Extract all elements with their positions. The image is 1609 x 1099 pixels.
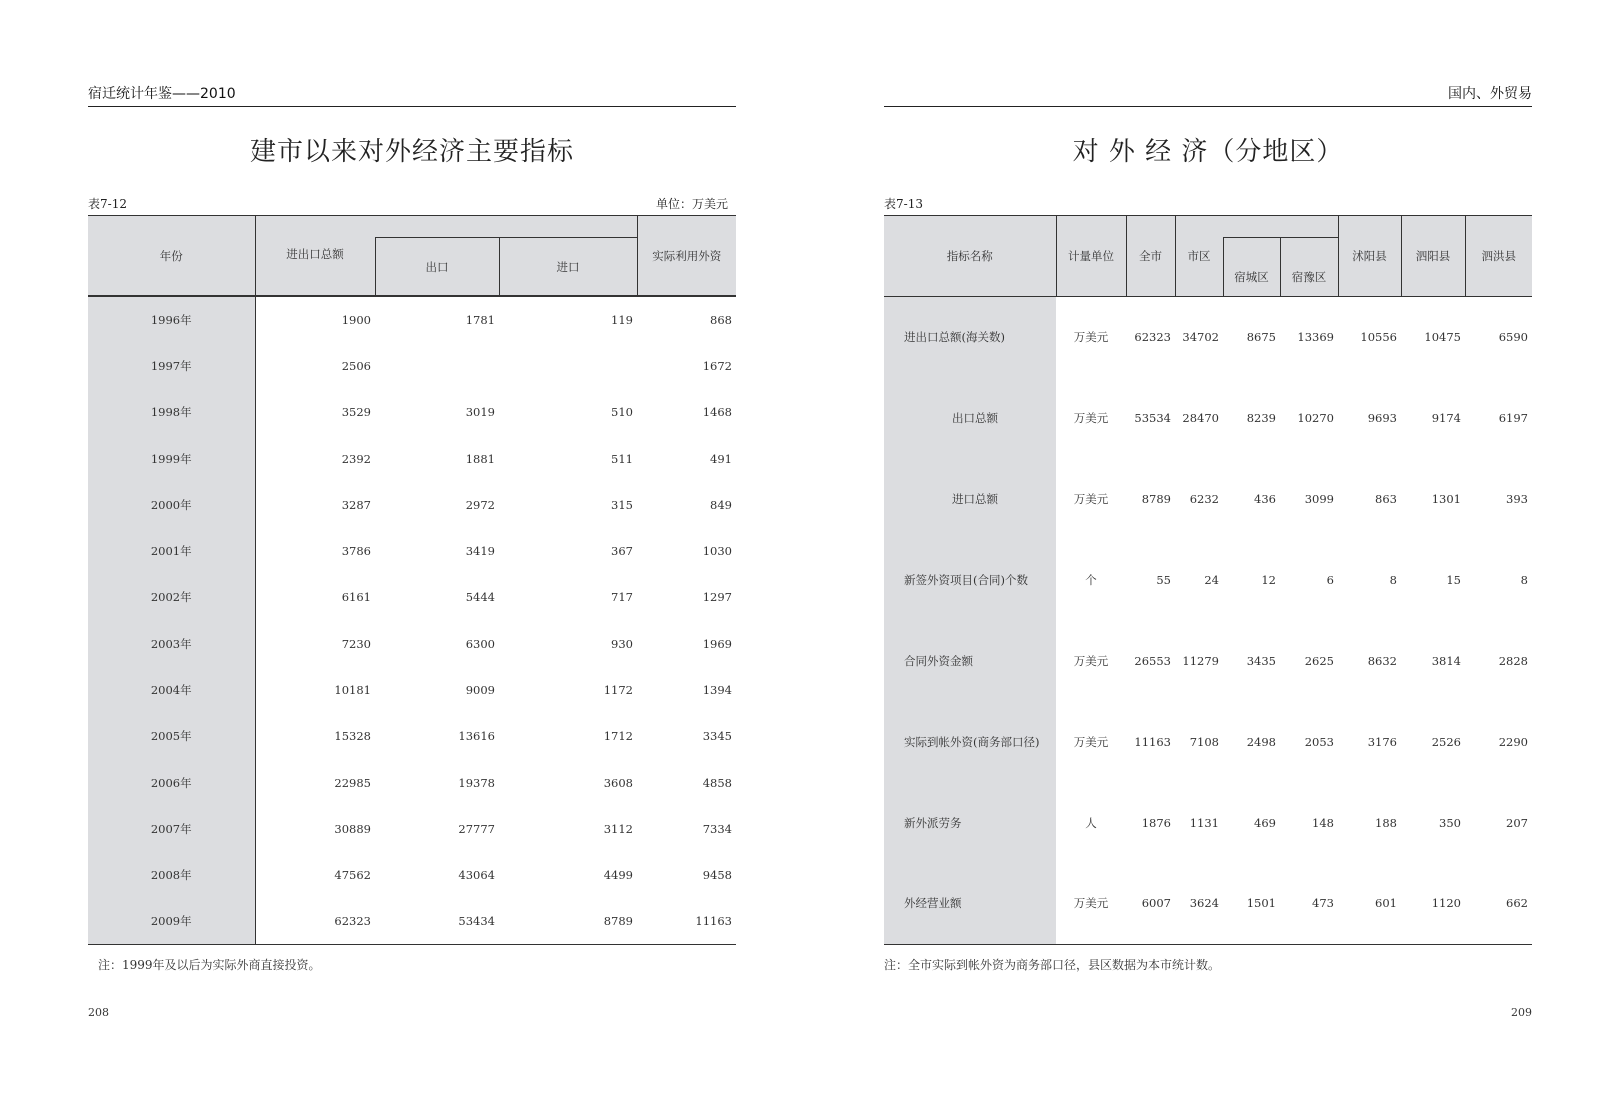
export-cell: 53434 <box>458 914 495 929</box>
sihong-cell: 662 <box>1506 896 1528 911</box>
export-cell: 2972 <box>465 497 495 512</box>
table-row <box>88 759 736 805</box>
sucheng-cell: 3435 <box>1246 653 1276 668</box>
unit-cell: 万美元 <box>1073 410 1109 425</box>
year-cell: 2006年 <box>88 759 255 805</box>
sihong-cell: 6590 <box>1498 329 1528 344</box>
import-cell: 1172 <box>603 683 633 698</box>
sihong-cell: 393 <box>1506 491 1528 506</box>
year-cell: 2009年 <box>88 898 255 944</box>
year-cell: 2002年 <box>88 574 255 620</box>
name-cell: 合同外资金额 <box>884 620 1056 701</box>
export-cell <box>375 343 499 389</box>
siyang-cell: 3814 <box>1431 653 1461 668</box>
urban-cell: 6232 <box>1189 491 1219 506</box>
year-cell: 1999年 <box>88 435 255 481</box>
siyang-cell: 1301 <box>1431 491 1461 506</box>
export-cell: 3019 <box>465 405 495 420</box>
unit-cell: 万美元 <box>1073 653 1109 668</box>
city-cell: 6007 <box>1141 896 1171 911</box>
col-import: 进口 <box>499 238 637 296</box>
page-number: 208 <box>88 1006 109 1019</box>
siyang-cell: 2526 <box>1431 734 1461 749</box>
shuyang-cell: 8632 <box>1367 653 1397 668</box>
year-cell: 1998年 <box>88 389 255 435</box>
export-cell: 13616 <box>458 729 495 744</box>
name-cell: 实际到帐外资(商务部口径) <box>884 701 1056 782</box>
city-cell: 26553 <box>1134 653 1171 668</box>
urban-cell: 3624 <box>1189 896 1219 911</box>
fdi-cell: 1468 <box>702 405 732 420</box>
header-text: 国内、外贸易 <box>1448 86 1532 102</box>
import-cell: 510 <box>611 405 633 420</box>
total-cell: 1900 <box>255 297 375 343</box>
table-row <box>88 621 736 667</box>
sucheng-cell: 8239 <box>1246 410 1276 425</box>
import-cell: 4499 <box>603 868 633 883</box>
table-row <box>884 863 1532 944</box>
total-cell: 2506 <box>255 343 375 389</box>
siyang-cell: 9174 <box>1431 410 1461 425</box>
fdi-cell: 9458 <box>702 868 732 883</box>
table-row <box>88 806 736 852</box>
sucheng-cell: 8675 <box>1246 329 1276 344</box>
sucheng-cell: 12 <box>1261 572 1276 587</box>
col-group-blank <box>375 216 637 238</box>
col-urban: 市区 <box>1175 216 1223 296</box>
import-cell: 119 <box>611 312 633 327</box>
import-cell: 717 <box>611 590 633 605</box>
fdi-cell: 1394 <box>702 683 732 698</box>
year-cell: 2003年 <box>88 621 255 667</box>
shuyang-cell: 3176 <box>1367 734 1397 749</box>
import-cell: 930 <box>611 636 633 651</box>
fdi-cell: 1672 <box>702 358 732 373</box>
table-note: 注：全市实际到帐外资为商务部口径，县区数据为本市统计数。 <box>884 958 1221 972</box>
fdi-cell: 4858 <box>702 775 732 790</box>
suyu-cell: 6 <box>1326 572 1334 587</box>
siyang-cell: 1120 <box>1431 896 1461 911</box>
import-cell: 3112 <box>603 821 633 836</box>
col-shuyang: 沭阳县 <box>1338 216 1401 296</box>
table-row <box>884 620 1532 701</box>
export-cell: 9009 <box>465 683 495 698</box>
total-cell: 3529 <box>255 389 375 435</box>
year-cell: 1997年 <box>88 343 255 389</box>
col-export: 出口 <box>375 238 499 296</box>
shuyang-cell: 10556 <box>1360 329 1397 344</box>
suyu-cell: 2053 <box>1304 734 1334 749</box>
fdi-cell: 1030 <box>702 544 732 559</box>
suyu-cell: 148 <box>1312 815 1334 830</box>
suyu-cell: 10270 <box>1297 410 1334 425</box>
total-cell: 3786 <box>255 528 375 574</box>
year-cell: 2004年 <box>88 667 255 713</box>
name-cell: 出口总额 <box>884 377 1056 458</box>
table-row <box>88 713 736 759</box>
export-cell: 6300 <box>465 636 495 651</box>
total-cell: 10181 <box>255 667 375 713</box>
total-cell: 62323 <box>255 898 375 944</box>
import-cell: 8789 <box>603 914 633 929</box>
unit-cell: 人 <box>1085 815 1097 830</box>
fdi-cell: 868 <box>710 312 732 327</box>
unit-cell: 个 <box>1085 572 1097 587</box>
col-suyu: 宿豫区 <box>1280 238 1338 296</box>
sihong-cell: 207 <box>1506 815 1528 830</box>
col-group-blank <box>1223 216 1338 238</box>
indicator-table <box>88 215 736 945</box>
table-row <box>884 782 1532 863</box>
fdi-cell: 11163 <box>695 914 732 929</box>
total-cell: 7230 <box>255 621 375 667</box>
sucheng-cell: 436 <box>1254 491 1276 506</box>
table-title: 建市以来对外经济主要指标 <box>249 137 574 167</box>
table-title: 对 外 经 济（分地区） <box>1072 137 1344 167</box>
header-text: 宿迁统计年鉴——2010 <box>88 86 236 102</box>
total-cell: 3287 <box>255 482 375 528</box>
table-body <box>884 296 1532 944</box>
running-header <box>884 84 1532 107</box>
sihong-cell: 8 <box>1520 572 1528 587</box>
col-name: 指标名称 <box>884 216 1056 296</box>
shuyang-cell: 188 <box>1375 815 1397 830</box>
fdi-cell: 1969 <box>702 636 732 651</box>
name-cell: 进口总额 <box>884 458 1056 539</box>
sihong-cell: 6197 <box>1498 410 1528 425</box>
fdi-cell: 7334 <box>702 821 732 836</box>
table-body <box>88 297 736 945</box>
table-number: 表7-13 <box>884 197 923 211</box>
city-cell: 1876 <box>1141 815 1171 830</box>
fdi-cell: 3345 <box>702 729 732 744</box>
page-number: 209 <box>1511 1006 1532 1019</box>
import-cell: 1712 <box>603 729 633 744</box>
col-sihong: 泗洪县 <box>1465 216 1532 296</box>
left-page <box>88 0 736 1099</box>
import-cell <box>499 343 637 389</box>
year-cell: 2008年 <box>88 852 255 898</box>
export-cell: 43064 <box>458 868 495 883</box>
shuyang-cell: 8 <box>1389 572 1397 587</box>
import-cell: 367 <box>611 544 633 559</box>
table-row <box>88 574 736 620</box>
export-cell: 1781 <box>465 312 495 327</box>
name-cell: 外经营业额 <box>884 863 1056 944</box>
total-cell: 2392 <box>255 435 375 481</box>
table-row <box>88 389 736 435</box>
col-sucheng: 宿城区 <box>1223 238 1280 296</box>
table-row <box>88 297 736 343</box>
table-row <box>884 377 1532 458</box>
table-note: 注：1999年及以后为实际外商直接投资。 <box>98 958 321 972</box>
table-row <box>884 701 1532 782</box>
name-cell: 进出口总额(海关数) <box>884 296 1056 377</box>
table-row <box>884 458 1532 539</box>
col-unit: 计量单位 <box>1056 216 1126 296</box>
total-cell: 22985 <box>255 759 375 805</box>
fdi-cell: 491 <box>710 451 732 466</box>
export-cell: 3419 <box>465 544 495 559</box>
urban-cell: 1131 <box>1189 815 1219 830</box>
sucheng-cell: 469 <box>1254 815 1276 830</box>
table-row <box>88 667 736 713</box>
city-cell: 53534 <box>1134 410 1171 425</box>
total-cell: 6161 <box>255 574 375 620</box>
import-cell: 3608 <box>603 775 633 790</box>
year-cell: 2005年 <box>88 713 255 759</box>
col-total: 进出口总额 <box>255 216 375 296</box>
col-fdi: 实际利用外资 <box>637 216 736 296</box>
city-cell: 11163 <box>1134 734 1171 749</box>
city-cell: 55 <box>1156 572 1171 587</box>
name-cell: 新签外资项目(合同)个数 <box>884 539 1056 620</box>
shuyang-cell: 863 <box>1375 491 1397 506</box>
export-cell: 5444 <box>465 590 495 605</box>
year-cell: 2001年 <box>88 528 255 574</box>
table-row <box>88 852 736 898</box>
siyang-cell: 350 <box>1439 815 1461 830</box>
unit-cell: 万美元 <box>1073 896 1109 911</box>
table-number: 表7-12 <box>88 197 127 211</box>
siyang-cell: 10475 <box>1424 329 1461 344</box>
shuyang-cell: 9693 <box>1367 410 1397 425</box>
table-row <box>88 898 736 944</box>
table-row <box>884 296 1532 377</box>
table-row <box>88 435 736 481</box>
table-row <box>884 539 1532 620</box>
shuyang-cell: 601 <box>1375 896 1397 911</box>
col-city: 全市 <box>1126 216 1175 296</box>
table-row <box>88 482 736 528</box>
sihong-cell: 2290 <box>1498 734 1528 749</box>
unit-cell: 万美元 <box>1073 329 1109 344</box>
unit-cell: 万美元 <box>1073 734 1109 749</box>
table-row <box>88 343 736 389</box>
col-siyang: 泗阳县 <box>1401 216 1465 296</box>
urban-cell: 11279 <box>1182 653 1219 668</box>
table-row <box>88 528 736 574</box>
suyu-cell: 473 <box>1312 896 1334 911</box>
right-page <box>884 0 1532 1099</box>
export-cell: 27777 <box>458 821 495 836</box>
city-cell: 62323 <box>1134 329 1171 344</box>
urban-cell: 24 <box>1204 572 1219 587</box>
city-cell: 8789 <box>1141 491 1171 506</box>
name-cell: 新外派劳务 <box>884 782 1056 863</box>
col-year: 年份 <box>88 216 255 296</box>
sucheng-cell: 1501 <box>1246 896 1276 911</box>
export-cell: 19378 <box>458 775 495 790</box>
siyang-cell: 15 <box>1446 572 1461 587</box>
year-cell: 2007年 <box>88 806 255 852</box>
sihong-cell: 2828 <box>1498 653 1528 668</box>
urban-cell: 34702 <box>1182 329 1219 344</box>
fdi-cell: 849 <box>710 497 732 512</box>
suyu-cell: 2625 <box>1304 653 1334 668</box>
suyu-cell: 3099 <box>1304 491 1334 506</box>
unit-label: 单位：万美元 <box>655 197 728 211</box>
urban-cell: 7108 <box>1189 734 1219 749</box>
year-cell: 2000年 <box>88 482 255 528</box>
year-cell: 1996年 <box>88 297 255 343</box>
import-cell: 511 <box>611 451 633 466</box>
regional-table <box>884 215 1532 945</box>
total-cell: 30889 <box>255 806 375 852</box>
import-cell: 315 <box>611 497 633 512</box>
fdi-cell: 1297 <box>702 590 732 605</box>
urban-cell: 28470 <box>1182 410 1219 425</box>
suyu-cell: 13369 <box>1297 329 1334 344</box>
total-cell: 47562 <box>255 852 375 898</box>
total-cell: 15328 <box>255 713 375 759</box>
unit-cell: 万美元 <box>1073 491 1109 506</box>
export-cell: 1881 <box>465 451 495 466</box>
running-header <box>88 84 736 107</box>
sucheng-cell: 2498 <box>1246 734 1276 749</box>
